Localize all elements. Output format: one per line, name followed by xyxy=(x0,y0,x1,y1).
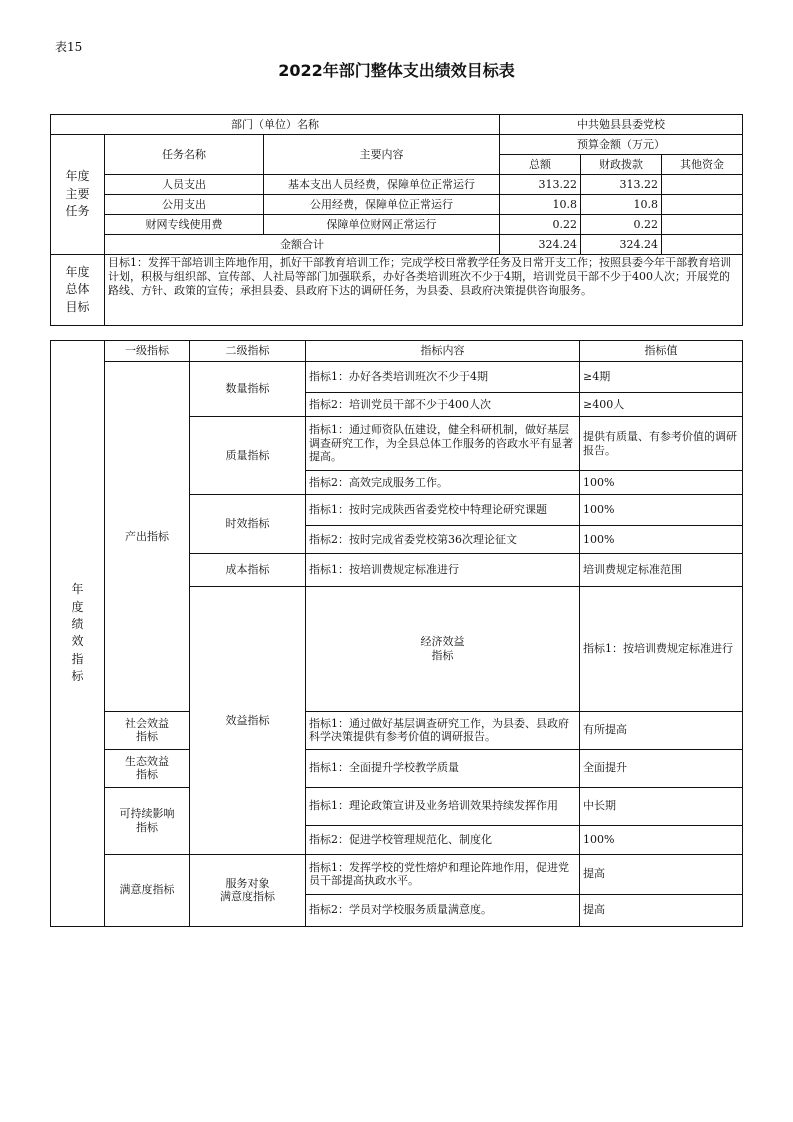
level1-benefit: 效益指标 xyxy=(190,587,306,855)
indicator-content: 指标2：培训党员干部不少于400人次 xyxy=(306,393,580,417)
sum-fiscal: 324.24 xyxy=(581,235,662,255)
indicator-content: 指标2：促进学校管理规范化、制度化 xyxy=(306,825,580,854)
col-other: 其他资金 xyxy=(662,155,743,175)
col-content: 主要内容 xyxy=(264,135,500,175)
task-row xyxy=(51,215,743,235)
level2-sustainable: 可持续影响 指标 xyxy=(105,787,190,854)
task-other xyxy=(662,195,743,215)
indicator-content: 指标1：办好各类培训班次不少于4期 xyxy=(306,362,580,393)
task-total: 10.8 xyxy=(500,195,581,215)
indicator-content: 指标1：全面提升学校教学质量 xyxy=(306,749,580,787)
col-budget: 预算金额（万元） xyxy=(500,135,743,155)
indicator-content: 指标2：按时完成省委党校第36次理论征文 xyxy=(306,526,580,554)
indicator-value: 中长期 xyxy=(580,787,743,825)
task-total: 0.22 xyxy=(500,215,581,235)
indicator-value: 提高 xyxy=(580,854,743,894)
indicator-content: 指标1：按时完成陕西省委党校中特理论研究课题 xyxy=(306,495,580,526)
level2-quality: 质量指标 xyxy=(190,417,306,495)
indicator-content: 指标1：理论政策宣讲及业务培训效果持续发挥作用 xyxy=(306,787,580,825)
task-content: 保障单位财网正常运行 xyxy=(264,215,500,235)
task-name: 财网专线使用费 xyxy=(105,215,264,235)
indicator-content: 指标1：按培训费规定标准进行 xyxy=(306,554,580,587)
level2-timeliness: 时效指标 xyxy=(190,495,306,554)
table-number: 表15 xyxy=(55,40,83,54)
indicator-value: 有所提高 xyxy=(580,711,743,749)
task-content: 基本支出人员经费，保障单位正常运行 xyxy=(264,175,500,195)
task-other xyxy=(662,175,743,195)
col-level1: 一级指标 xyxy=(105,341,190,362)
indicator-content: 指标1：通过做好基层调查研究工作，为县委、县政府科学决策提供有参考价值的调研报告。 xyxy=(306,711,580,749)
sum-other xyxy=(662,235,743,255)
sum-row xyxy=(51,235,743,255)
col-total: 总额 xyxy=(500,155,581,175)
sum-label: 金额合计 xyxy=(105,235,500,255)
task-name: 公用支出 xyxy=(105,195,264,215)
task-fiscal: 10.8 xyxy=(581,195,662,215)
level2-service: 服务对象 满意度指标 xyxy=(190,854,306,926)
indicators-row-label: 年 度 绩 效 指 标 xyxy=(51,341,105,927)
col-indicator-content: 指标内容 xyxy=(306,341,580,362)
indicator-value: 培训费规定标准范围 xyxy=(580,554,743,587)
indicator-value: ≥4期 xyxy=(580,362,743,393)
indicator-content: 指标2：高效完成服务工作。 xyxy=(306,471,580,495)
dept-label: 部门（单位）名称 xyxy=(51,115,500,135)
indicator-content: 指标1：按培训费规定标准进行 xyxy=(580,587,743,712)
tasks-row-label: 年度 主要 任务 xyxy=(51,135,105,255)
col-indicator-value: 指标值 xyxy=(580,341,743,362)
budget-task-table xyxy=(50,114,743,326)
task-row xyxy=(51,195,743,215)
level1-satisfaction: 满意度指标 xyxy=(105,854,190,926)
level2-economic: 经济效益 指标 xyxy=(306,587,580,712)
level1-output: 产出指标 xyxy=(105,362,190,712)
task-fiscal: 313.22 xyxy=(581,175,662,195)
performance-indicator-table xyxy=(50,340,743,927)
indicator-value: 100% xyxy=(580,471,743,495)
overall-goal-text: 目标1：发挥干部培训主阵地作用，抓好干部教育培训工作；完成学校日常教学任务及日常开支工作；按照县委今年干部教育培训计划，积极与组织部、宣传部、人社局等部门加强联系，办好各类培训班次不少于4期，培训党员干部不少于400人次；开展党的路线、方针、政策的宣传；承担县委、县政府下达的调研任务，为县委、县政府决策提供咨询服务。 xyxy=(105,255,743,326)
task-fiscal: 0.22 xyxy=(581,215,662,235)
indicator-value: 提高 xyxy=(580,894,743,926)
indicator-value: 100% xyxy=(580,495,743,526)
indicator-value: 全面提升 xyxy=(580,749,743,787)
col-task-name: 任务名称 xyxy=(105,135,264,175)
page-title: 2022年部门整体支出绩效目标表 xyxy=(278,61,515,80)
level2-cost: 成本指标 xyxy=(190,554,306,587)
col-level2: 二级指标 xyxy=(190,341,306,362)
indicator-content: 指标2：学员对学校服务质量满意度。 xyxy=(306,894,580,926)
level2-ecological: 生态效益 指标 xyxy=(105,749,190,787)
indicator-value: ≥400人 xyxy=(580,393,743,417)
overall-row-label: 年度 总体 目标 xyxy=(51,255,105,326)
task-other xyxy=(662,215,743,235)
task-name: 人员支出 xyxy=(105,175,264,195)
task-row xyxy=(51,175,743,195)
level2-social: 社会效益 指标 xyxy=(105,711,190,749)
col-fiscal: 财政拨款 xyxy=(581,155,662,175)
indicator-value: 100% xyxy=(580,825,743,854)
task-content: 公用经费，保障单位正常运行 xyxy=(264,195,500,215)
indicator-content: 指标1：发挥学校的党性熔炉和理论阵地作用，促进党员干部提高执政水平。 xyxy=(306,854,580,894)
indicator-value: 100% xyxy=(580,526,743,554)
dept-value: 中共勉县县委党校 xyxy=(500,115,743,135)
task-total: 313.22 xyxy=(500,175,581,195)
indicator-value: 提供有质量、有参考价值的调研报告。 xyxy=(580,417,743,471)
level2-quantity: 数量指标 xyxy=(190,362,306,417)
sum-total: 324.24 xyxy=(500,235,581,255)
indicator-content: 指标1：通过师资队伍建设，健全科研机制，做好基层调查研究工作，为全县总体工作服务的咨政水平有显著提高。 xyxy=(306,417,580,471)
